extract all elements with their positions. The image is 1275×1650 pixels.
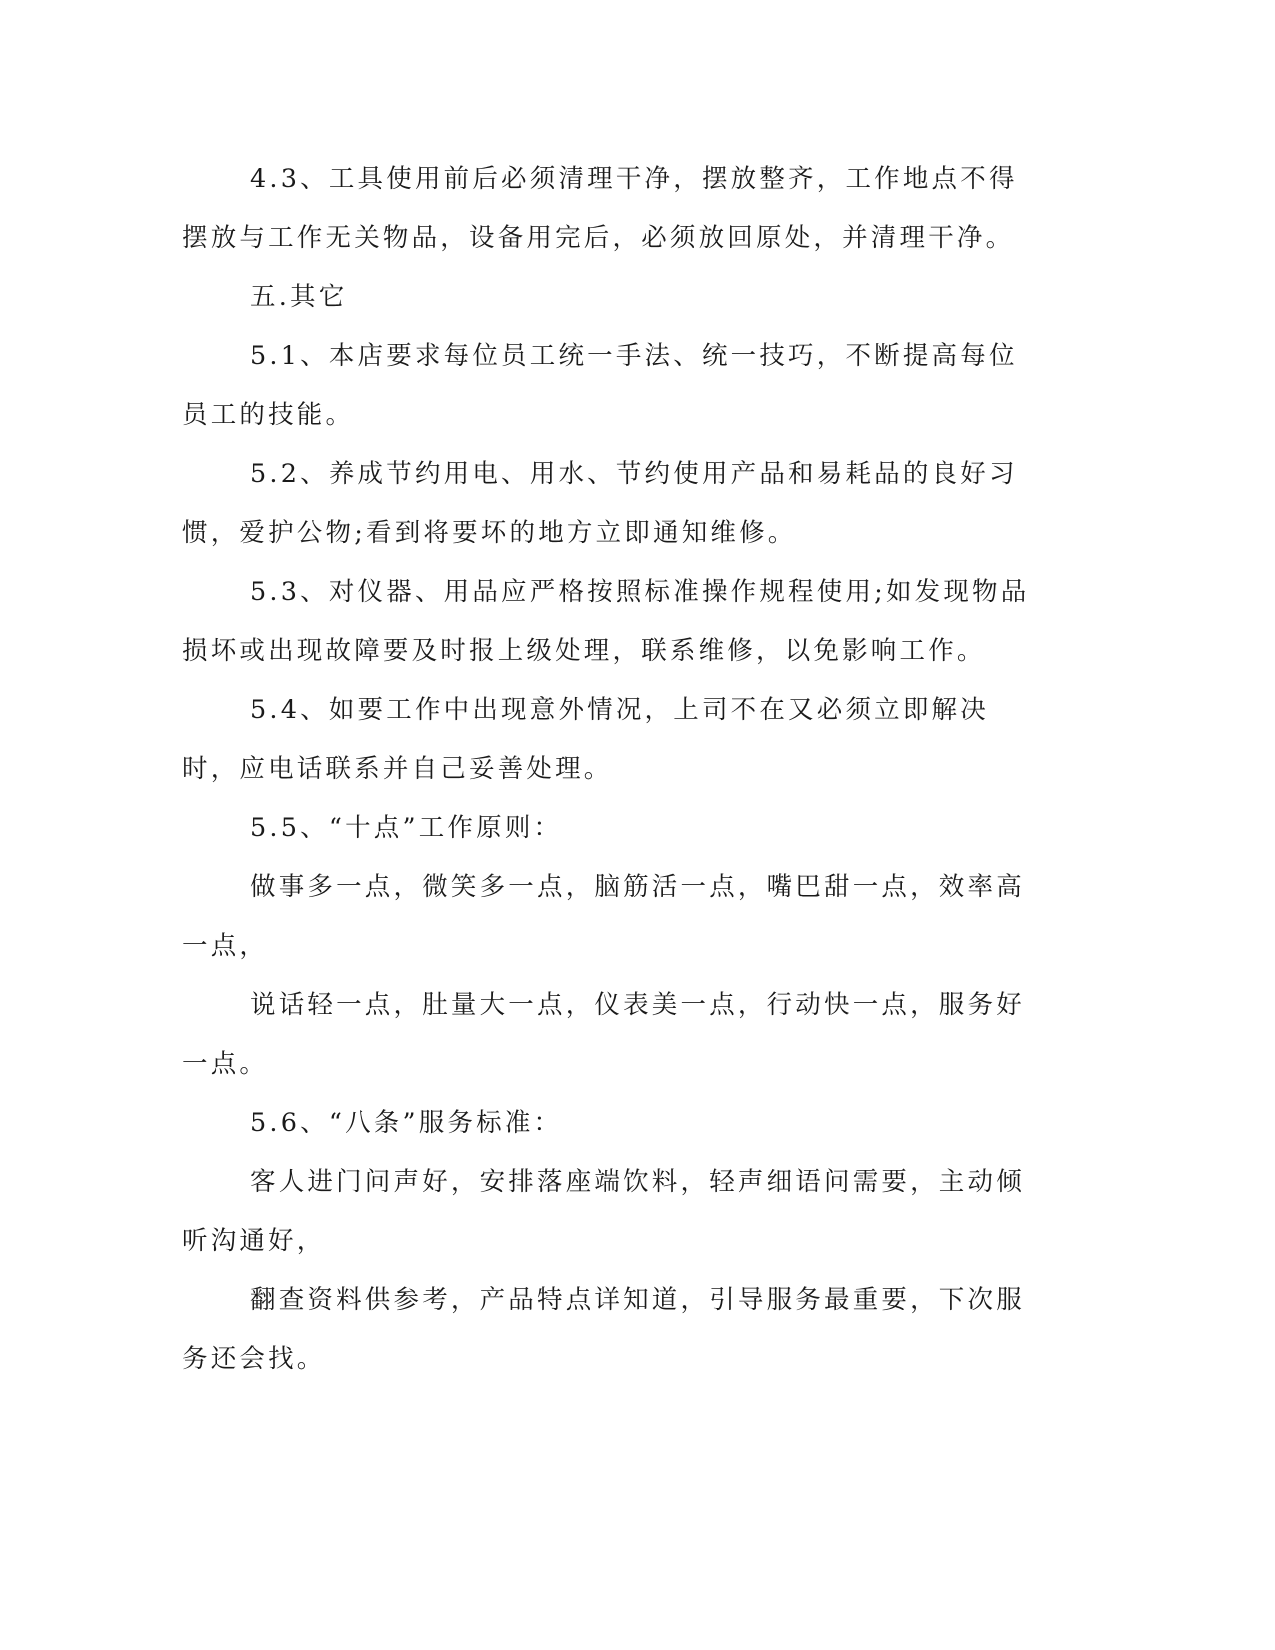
paragraph-5-5: 5.5、“十点”工作原则： bbox=[250, 813, 563, 843]
paragraph-5-4: 5.4、如要工作中出现意外情况，上司不在又必须立即解决时，应电话联系并自己妥善处理。 bbox=[182, 695, 989, 784]
section-heading-other: 五.其它 bbox=[250, 282, 348, 312]
document-body bbox=[182, 150, 1042, 1389]
ten-points-line-2: 说话轻一点，肚量大一点，仪表美一点，行动快一点，服务好一点。 bbox=[182, 990, 1025, 1079]
paragraph-5-3: 5.3、对仪器、用品应严格按照标准操作规程使用;如发现物品损坏或出现故障要及时报上级处理，联系维修，以免影响工作。 bbox=[182, 577, 1030, 666]
ten-points-line-1: 做事多一点，微笑多一点，脑筋活一点，嘴巴甜一点，效率高一点， bbox=[182, 872, 1025, 961]
paragraph-5-6: 5.6、“八条”服务标准： bbox=[250, 1108, 563, 1138]
paragraph-4-3: 4.3、工具使用前后必须清理干净，摆放整齐，工作地点不得摆放与工作无关物品，设备用完后，必须放回原处，并清理干净。 bbox=[182, 164, 1018, 253]
eight-standards-line-1: 客人进门问声好，安排落座端饮料，轻声细语问需要，主动倾听沟通好， bbox=[182, 1167, 1025, 1256]
paragraph-5-2: 5.2、养成节约用电、用水、节约使用产品和易耗品的良好习惯，爱护公物;看到将要坏的地方立即通知维修。 bbox=[182, 459, 1018, 548]
eight-standards-line-2: 翻查资料供参考，产品特点详知道，引导服务最重要，下次服务还会找。 bbox=[182, 1285, 1025, 1374]
paragraph-5-1: 5.1、本店要求每位员工统一手法、统一技巧，不断提高每位员工的技能。 bbox=[182, 341, 1018, 430]
